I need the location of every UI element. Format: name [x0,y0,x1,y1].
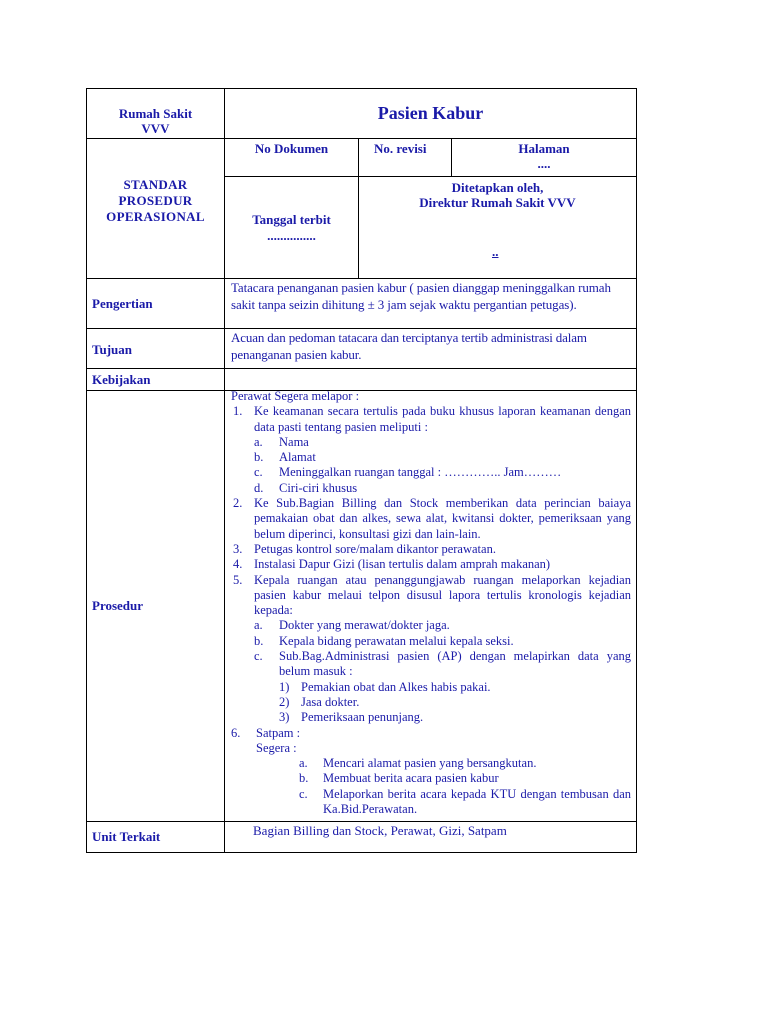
sub-sub-list-text: Pemakian obat dan Alkes habis pakai. [301,679,491,694]
sub-sub-list-item [231,710,631,725]
list-item [231,496,631,542]
hospital-name-line: VVV [141,121,170,136]
prosedur-content [231,389,631,817]
sub-list-text: Dokter yang merawat/dokter jaga. [279,618,450,633]
row-divider [86,278,637,279]
sub-list-item [231,771,631,786]
pengertian-text: Tatacara penanganan pasien kabur ( pasien dianggap meninggalkan rumah sakit tanpa seizin dihitung ± 3 jam sejak waktu pergantian petugas). [231,280,611,312]
sub-list-text: Melaporkan berita acara kepada KTU dengan tembusan dan Ka.Bid.Perawatan. [323,786,631,817]
table-border-right [636,88,637,853]
sub-list-item [231,649,631,680]
sub-list-item [231,618,631,633]
sub-list-item [231,787,631,818]
no-dokumen-label: No Dokumen [254,141,329,156]
list-item [231,542,631,557]
prosedur-label: Prosedur [92,598,144,613]
halaman-value: .... [537,156,551,171]
sub-list-item [231,435,631,450]
list-item [231,573,631,619]
sub-sub-list-item [231,695,631,710]
page-title: Pasien Kabur [377,103,484,123]
list-item-text: Kepala ruangan atau penanggungjawab ruangan melaporkan kejadian pasien kabur melaui telpon disusul lapora tertulis kronologis kejadian kepada: [254,572,631,618]
pengertian-label: Pengertian [92,296,153,311]
list-number: 4. [233,557,243,572]
sop-label-line: OPERASIONAL [106,209,205,224]
sub-sub-list-number: 1) [279,679,290,694]
ditetapkan-oleh [359,180,636,210]
tujuan-text: Acuan dan pedoman tatacara dan terciptanya tertib administrasi dalam penanganan pasien kabur. [231,330,587,362]
column-divider [224,88,225,853]
list-item [231,557,631,572]
sub-list-letter: b. [254,450,264,465]
sub-list-letter: b. [299,771,309,786]
ditetapkan-line: Ditetapkan oleh, [451,180,544,195]
list-number: 5. [233,572,243,587]
sub-sub-list-text: Pemeriksaan penunjang. [301,710,424,725]
tanggal-terbit-label: Tanggal terbit [252,212,331,227]
halaman-label [452,141,636,171]
sub-sub-list-number: 3) [279,710,290,725]
sub-list-text: Kepala bidang perawatan melalui kepala seksi. [279,633,514,648]
sub-list-item [231,481,631,496]
sub-sub-list-number: 2) [279,694,290,709]
sub-list-letter: a. [254,434,263,449]
sub-list-letter: a. [254,618,263,633]
ditetapkan-line: Direktur Rumah Sakit VVV [419,195,576,210]
sub-list-letter: c. [254,649,263,664]
table-border-top [86,88,637,89]
prosedur-intro: Perawat Segera melapor : [231,389,360,403]
table-border-bottom [86,852,637,853]
sub-list-text: Sub.Bag.Administrasi pasien (AP) dengan melapirkan data yang belum masuk : [279,649,631,679]
list-item-text: Instalasi Dapur Gizi (lisan tertulis dalam amprah makanan) [254,557,551,572]
list-item-text: Satpam : [256,725,301,740]
sub-list-text: Meninggalkan ruangan tanggal : ………….. Jam……… [279,465,562,480]
sop-label [87,177,224,225]
kebijakan-label: Kebijakan [92,372,151,387]
hospital-name-line: Rumah Sakit [118,106,193,121]
sub-list-letter: c. [299,786,308,801]
sub-list-text: Membuat berita acara pasien kabur [323,771,499,786]
halaman-label-text: Halaman [518,141,570,156]
sub-list-letter: c. [254,465,263,480]
sub-list-text: Mencari alamat pasien yang bersangkutan. [323,756,537,771]
sop-label-line: STANDAR [123,177,188,192]
tujuan-label: Tujuan [92,342,132,357]
row-divider [86,138,637,139]
signature-placeholder: .. [492,244,499,259]
sub-list-item [231,756,631,771]
unit-terkait-label: Unit Terkait [92,829,161,844]
hospital-name [87,106,224,136]
list-item-segera: Segera : [256,740,297,755]
row-divider [86,821,637,822]
sub-list-letter: b. [254,633,264,648]
tanggal-terbit [225,212,358,244]
list-item [231,726,631,741]
row-divider [86,368,637,369]
tanggal-terbit-value: ............... [267,228,316,243]
sub-list-letter: d. [254,480,264,495]
sub-list-text: Nama [279,434,309,449]
list-item-text: Ke keamanan secara tertulis pada buku khusus laporan keamanan dengan data pasti tentang pasien meliputi : [254,404,631,434]
sub-list-item [231,450,631,465]
sub-list-text: Alamat [279,450,316,465]
list-item [231,404,631,435]
unit-terkait-text: Bagian Billing dan Stock, Perawat, Gizi, Satpam [253,823,507,838]
list-number: 3. [233,541,243,556]
row-divider [224,176,637,177]
sub-list-item [231,465,631,480]
sub-list-letter: a. [299,756,308,771]
sub-sub-list-text: Jasa dokter. [301,694,360,709]
sub-list-item [231,634,631,649]
sub-list-text: Ciri-ciri khusus [279,480,358,495]
list-number: 1. [233,404,243,419]
row-divider [86,328,637,329]
no-revisi-label: No. revisi [374,141,427,156]
list-number: 2. [233,496,243,511]
list-item-text: Petugas kontrol sore/malam dikantor perawatan. [254,541,496,556]
list-number: 6. [231,725,241,740]
sop-label-line: PROSEDUR [118,193,193,208]
list-item-text: Ke Sub.Bagian Billing dan Stock memberikan data perincian baiaya pemakaian obat dan alkes, sewa alat, kwitansi dokter, pemeriksaan yang belum diperinci, konsultasi gizi dan lain-lain. [254,496,631,541]
sub-sub-list-item [231,680,631,695]
